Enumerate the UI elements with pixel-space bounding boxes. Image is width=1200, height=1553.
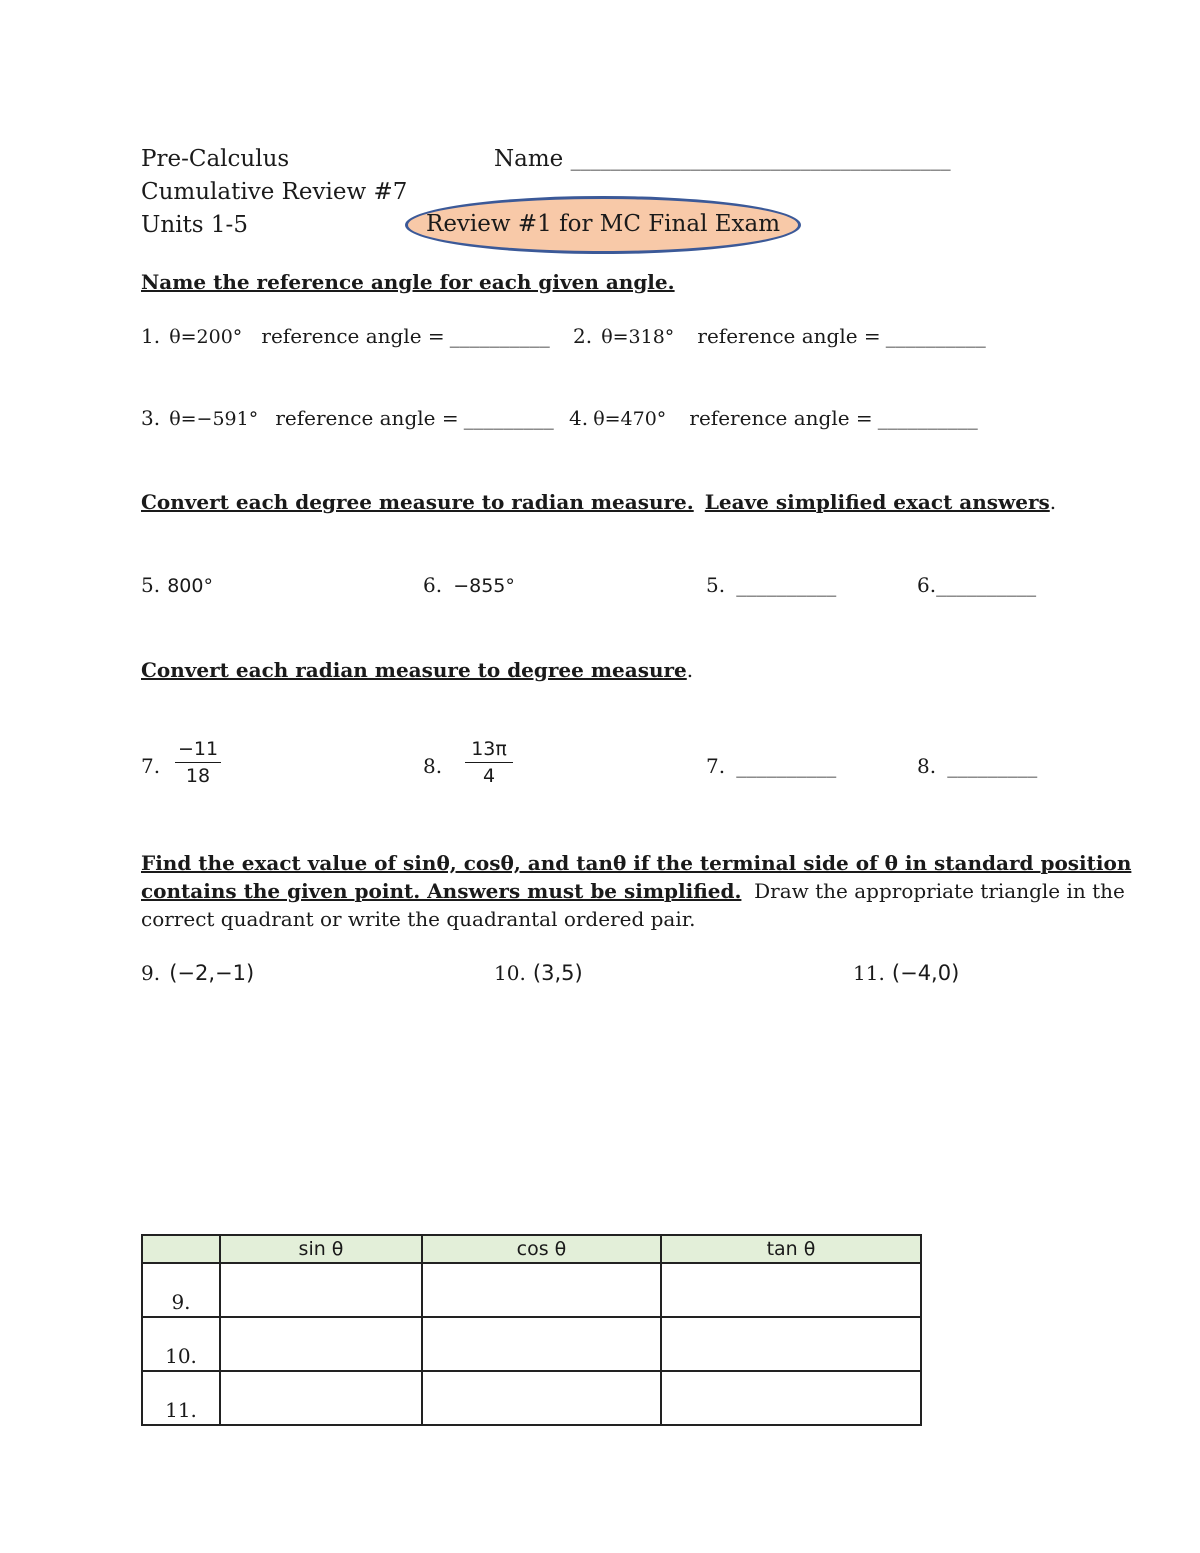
degree-value: 800° — [167, 575, 213, 597]
answer-cell-sin[interactable] — [220, 1263, 422, 1317]
row-label: 10. — [142, 1317, 220, 1371]
problem-number: 10. — [494, 961, 526, 985]
problem-6 — [423, 573, 515, 597]
answer-blank[interactable]: _________ — [463, 406, 554, 430]
ref-angle-label: reference angle = — [697, 324, 881, 348]
answer-blank[interactable]: __________ — [877, 406, 978, 430]
table-header-tan: tan θ — [661, 1235, 921, 1263]
problem-number: 11. — [853, 961, 885, 985]
name-line: ______________________________________ — [570, 147, 951, 171]
problem-7-number: 7. — [141, 754, 161, 778]
answer-blank[interactable]: __________ — [736, 573, 837, 597]
table-header-cos: cos θ — [422, 1235, 661, 1263]
problem-number: 9. — [141, 961, 161, 985]
answer-5 — [706, 573, 836, 597]
row-label: 11. — [142, 1371, 220, 1425]
answer-6 — [917, 573, 1036, 597]
answer-cell-sin[interactable] — [220, 1317, 422, 1371]
answer-number: 8. — [917, 754, 937, 778]
numerator: 13π — [471, 738, 507, 760]
denominator: 4 — [482, 765, 496, 787]
course-title: Pre-Calculus — [141, 146, 290, 172]
review-banner-text: Review #1 for MC Final Exam — [426, 211, 781, 237]
section4-heading-line1: Find the exact value of sinθ, cosθ, and tanθ if the terminal side of θ in standard position — [141, 851, 1132, 875]
problem-11 — [853, 961, 959, 985]
name-field[interactable] — [494, 146, 951, 172]
problem-number: 2. — [573, 324, 593, 348]
row-label: 9. — [142, 1263, 220, 1317]
answer-7 — [706, 754, 836, 778]
answer-number: 7. — [706, 754, 726, 778]
angle-value: θ=200° — [169, 326, 243, 348]
answer-blank[interactable]: __________ — [449, 324, 550, 348]
denominator: 18 — [185, 765, 211, 787]
answer-cell-tan[interactable] — [661, 1317, 921, 1371]
answer-blank[interactable]: _________ — [947, 754, 1038, 778]
problem-9 — [141, 961, 254, 985]
section3-heading — [141, 658, 693, 682]
table-row — [142, 1263, 921, 1317]
problem-number: 3. — [141, 406, 161, 430]
section2-heading-a: Convert each degree measure to radian measure. — [141, 490, 694, 514]
answer-number: 6. — [917, 573, 937, 597]
answer-8 — [917, 754, 1037, 778]
angle-value: θ=470° — [593, 408, 667, 430]
table-header-row — [142, 1235, 921, 1263]
answer-blank[interactable]: __________ — [736, 754, 837, 778]
answer-number: 5. — [706, 573, 726, 597]
point-value: (−4,0) — [891, 961, 960, 985]
table-header-sin: sin θ — [220, 1235, 422, 1263]
fraction-8 — [465, 738, 513, 787]
section1-heading: Name the reference angle for each given angle. — [141, 270, 675, 294]
point-value: (3,5) — [532, 961, 583, 985]
point-value: (−2,−1) — [169, 961, 255, 985]
section2-heading-b: Leave simplified exact answers — [704, 490, 1050, 514]
fraction-7 — [175, 738, 221, 787]
answer-blank[interactable]: __________ — [885, 324, 986, 348]
units-label: Units 1-5 — [141, 212, 248, 238]
fraction-bar — [175, 762, 221, 763]
problem-number: 1. — [141, 324, 161, 348]
table-header-cell — [142, 1235, 220, 1263]
answer-cell-cos[interactable] — [422, 1371, 661, 1425]
problem-number: 4. — [569, 406, 589, 430]
section3-period: . — [686, 658, 694, 682]
ref-angle-label: reference angle = — [261, 324, 445, 348]
section3-heading-text: Convert each radian measure to degree measure — [141, 658, 687, 682]
section4-heading-line2: contains the given point. Answers must be simplified. — [141, 879, 742, 903]
numerator: −11 — [177, 738, 219, 760]
angle-value: θ=−591° — [169, 408, 259, 430]
section2-heading — [141, 490, 1056, 514]
section4-instruction-line2: correct quadrant or write the quadrantal ordered pair. — [141, 907, 696, 931]
problem-8-number: 8. — [423, 754, 443, 778]
answer-table — [141, 1234, 922, 1426]
table-row — [142, 1317, 921, 1371]
review-title: Cumulative Review #7 — [141, 179, 408, 205]
problem-5 — [141, 573, 213, 597]
review-banner — [405, 196, 801, 254]
answer-cell-sin[interactable] — [220, 1371, 422, 1425]
table-row — [142, 1371, 921, 1425]
name-label: Name — [494, 146, 564, 172]
answer-cell-tan[interactable] — [661, 1371, 921, 1425]
problem-number: 6. — [423, 573, 443, 597]
ref-angle-label: reference angle = — [689, 406, 873, 430]
fraction-bar — [465, 762, 513, 763]
problem-1 — [141, 324, 550, 348]
answer-blank[interactable]: __________ — [936, 573, 1037, 597]
angle-value: θ=318° — [601, 326, 675, 348]
degree-value: −855° — [453, 575, 515, 597]
problem-4 — [569, 406, 978, 430]
problem-number: 5. — [141, 573, 161, 597]
problem-2 — [573, 324, 986, 348]
section2-period: . — [1049, 490, 1057, 514]
answer-cell-cos[interactable] — [422, 1263, 661, 1317]
section4-line2 — [141, 879, 1125, 903]
problem-10 — [494, 961, 583, 985]
answer-cell-tan[interactable] — [661, 1263, 921, 1317]
section4-instruction-line1: Draw the appropriate triangle in the — [741, 879, 1125, 903]
answer-cell-cos[interactable] — [422, 1317, 661, 1371]
problem-3 — [141, 406, 554, 430]
ref-angle-label: reference angle = — [275, 406, 459, 430]
